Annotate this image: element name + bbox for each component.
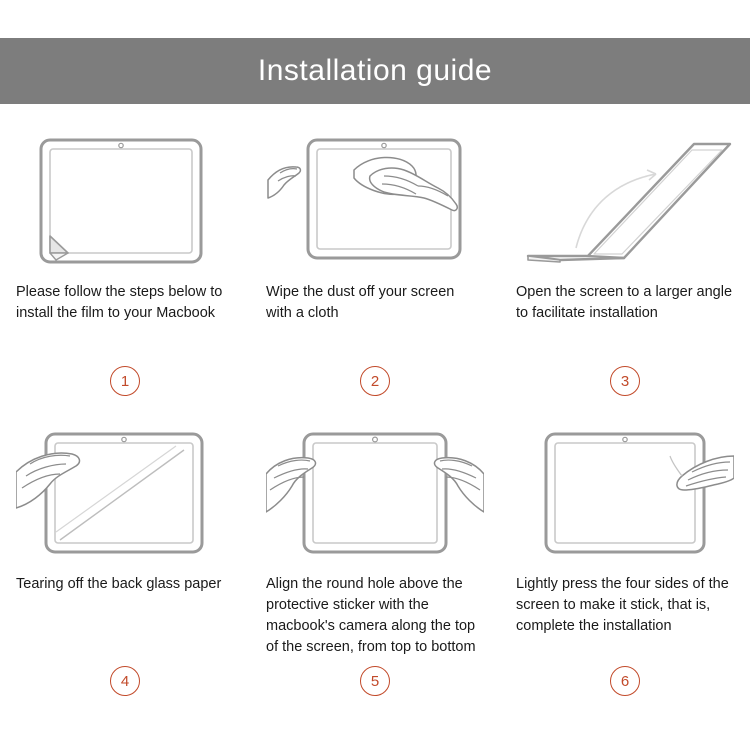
step-caption: Tearing off the back glass paper bbox=[16, 576, 222, 592]
step-caption: Please follow the steps below to install the film to your Macbook bbox=[16, 284, 223, 321]
step-card-6 bbox=[500, 410, 750, 710]
step-caption: Lightly press the four sides of the screen to make it stick, that is, complete the installation bbox=[516, 576, 729, 634]
step-number-badge: 6 bbox=[610, 666, 640, 696]
two-hands-aligning-film-illustration bbox=[266, 428, 484, 560]
steps-row-1 bbox=[0, 118, 750, 410]
step-number-badge: 3 bbox=[610, 366, 640, 396]
step-number-badge: 1 bbox=[110, 366, 140, 396]
step-card-5 bbox=[250, 410, 500, 710]
step-card-1 bbox=[0, 118, 250, 410]
step-number-badge: 4 bbox=[110, 666, 140, 696]
hand-pressing-screen-edges-illustration bbox=[516, 428, 734, 560]
hand-wiping-screen-with-cloth-illustration bbox=[266, 136, 484, 268]
page-header-banner bbox=[0, 38, 750, 104]
step-number-badge: 5 bbox=[360, 666, 390, 696]
steps-row-2 bbox=[0, 410, 750, 710]
step-caption: Open the screen to a larger angle to facilitate installation bbox=[516, 284, 733, 321]
page-title: Installation guide bbox=[257, 54, 493, 87]
step-card-2 bbox=[250, 118, 500, 410]
step-caption: Align the round hole above the protective sticker with the macbook's camera along the top of the screen, from top to bottom bbox=[266, 576, 476, 655]
step-number-badge: 2 bbox=[360, 366, 390, 396]
step-card-3 bbox=[500, 118, 750, 410]
tablet-with-peeling-film-illustration bbox=[16, 136, 234, 268]
step-caption: Wipe the dust off your screen with a cloth bbox=[266, 284, 455, 321]
laptop-opening-angle-illustration bbox=[516, 136, 734, 268]
steps-grid bbox=[0, 118, 750, 710]
step-card-4 bbox=[0, 410, 250, 710]
hand-tearing-back-paper-illustration bbox=[16, 428, 234, 560]
